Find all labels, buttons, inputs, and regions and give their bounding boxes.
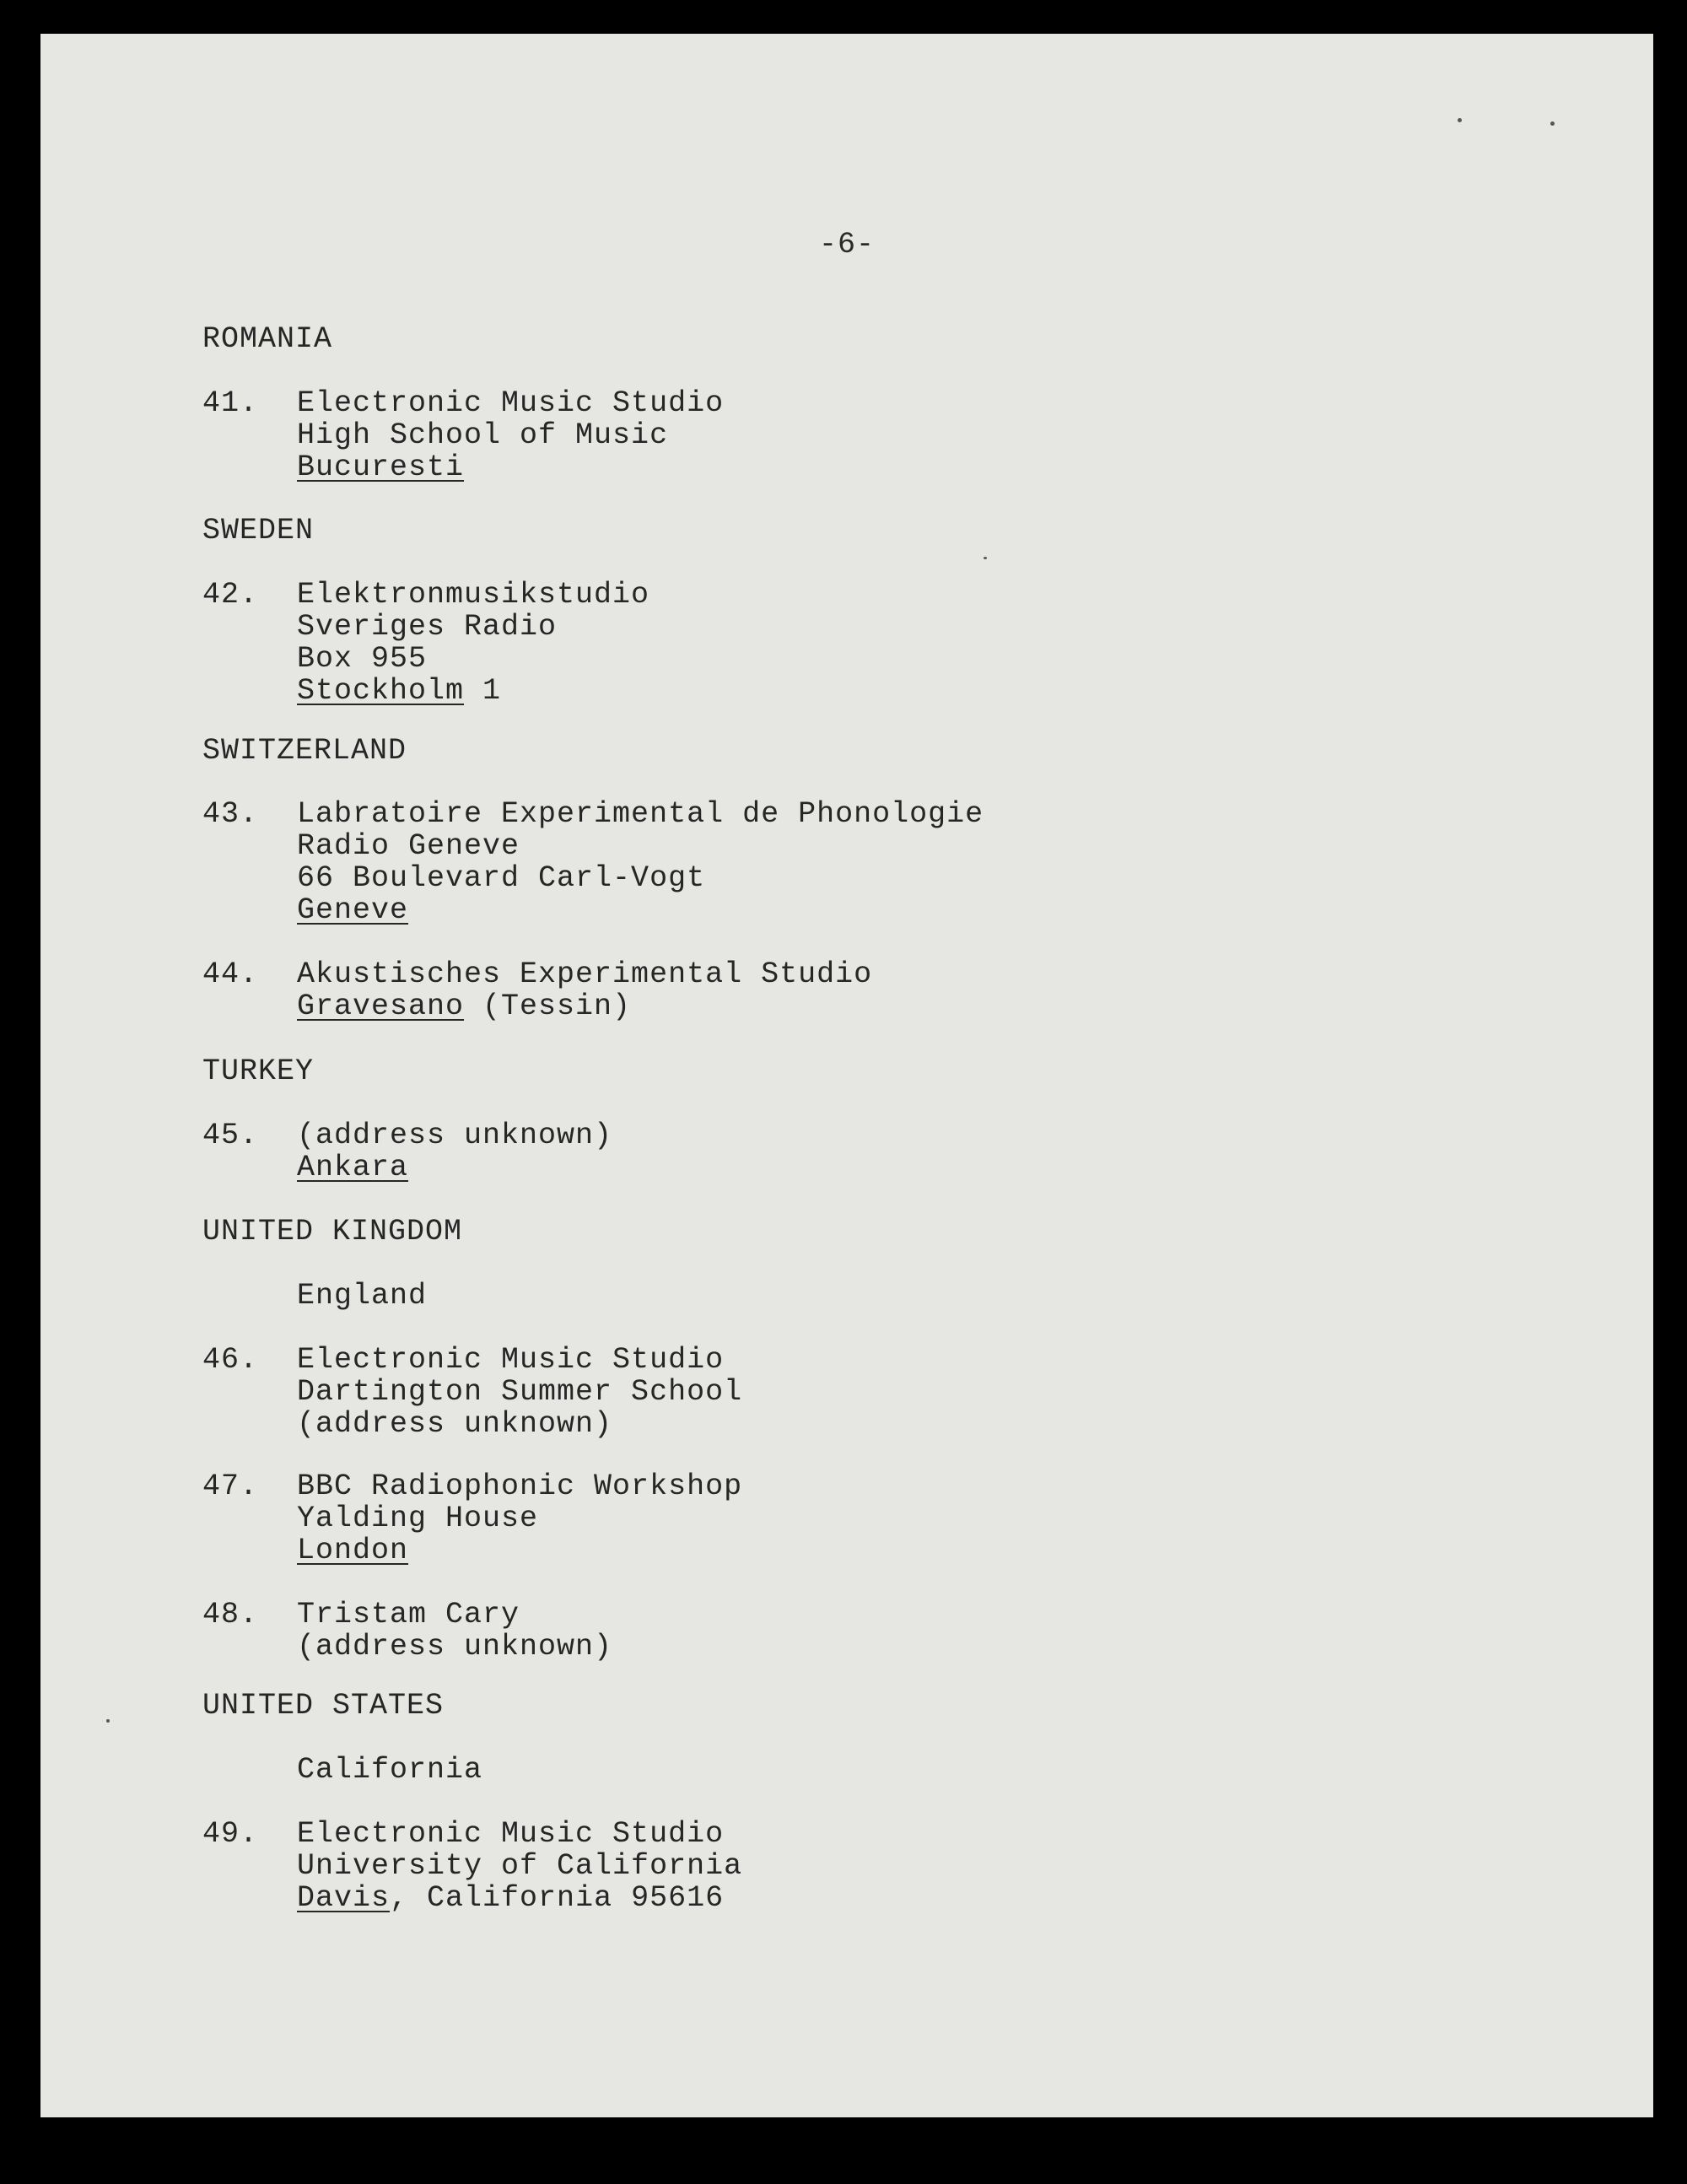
paper-speck (1550, 121, 1555, 126)
address-line: Electronic Music Studio (297, 1817, 725, 1851)
entry-number: 46. (202, 1343, 259, 1377)
entry-number: 47. (202, 1469, 259, 1503)
subsection-heading: California (297, 1753, 483, 1787)
address-line: Geneve (297, 893, 409, 927)
address-line (297, 992, 631, 1022)
address-line: London (297, 1534, 409, 1567)
address-line (297, 1881, 725, 1915)
entry-number: 45. (202, 1119, 259, 1152)
address-line: Electronic Music Studio (297, 386, 725, 420)
section-heading: UNITED STATES (202, 1689, 445, 1723)
address-line: (address unknown) (297, 1119, 613, 1152)
address-line: Dartington Summer School (297, 1375, 743, 1409)
address-line: Sveriges Radio (297, 610, 558, 644)
paper-speck (1458, 118, 1462, 122)
entry-number: 42. (202, 578, 259, 612)
address-line: Yalding House (297, 1502, 539, 1535)
address-line: Labratoire Experimental de Phonologie (297, 797, 984, 831)
underlined-city: Stockholm (297, 674, 465, 708)
address-line: (address unknown) (297, 1630, 613, 1664)
entry-number: 49. (202, 1817, 259, 1851)
address-line (297, 674, 502, 708)
entry-number: 48. (202, 1598, 259, 1631)
underlined-city: Gravesano (297, 990, 465, 1023)
address-line: Tristam Cary (297, 1598, 520, 1631)
address-line: (address unknown) (297, 1407, 613, 1441)
section-heading: SWEDEN (202, 514, 315, 547)
address-line: Bucuresti (297, 450, 465, 484)
address-line: High School of Music (297, 418, 669, 452)
entry-number: 41. (202, 386, 259, 420)
address-line: University of California (297, 1849, 743, 1883)
city-suffix: (Tessin) (464, 990, 632, 1023)
city-suffix: , California 95616 (390, 1881, 725, 1915)
city-suffix: 1 (464, 674, 502, 708)
entry-number: 43. (202, 797, 259, 831)
underlined-city: Davis (297, 1881, 391, 1915)
document-body (40, 34, 1653, 2117)
page-number: -6- (818, 228, 875, 262)
section-heading: UNITED KINGDOM (202, 1215, 463, 1248)
address-line: Electronic Music Studio (297, 1343, 725, 1377)
entry-number: 44. (202, 957, 259, 991)
document-page (40, 34, 1653, 2117)
section-heading: ROMANIA (202, 322, 333, 356)
address-line: 66 Boulevard Carl-Vogt (297, 861, 706, 895)
address-line: BBC Radiophonic Workshop (297, 1469, 743, 1503)
paper-speck (984, 557, 987, 559)
paper-speck (106, 1719, 110, 1723)
address-line: Akustisches Experimental Studio (297, 957, 873, 991)
section-heading: TURKEY (202, 1054, 315, 1088)
subsection-heading: England (297, 1279, 428, 1313)
address-line: Radio Geneve (297, 829, 520, 863)
address-line: Box 955 (297, 642, 428, 676)
section-heading: SWITZERLAND (202, 734, 407, 768)
address-line: Ankara (297, 1151, 409, 1184)
address-line: Elektronmusikstudio (297, 578, 650, 612)
